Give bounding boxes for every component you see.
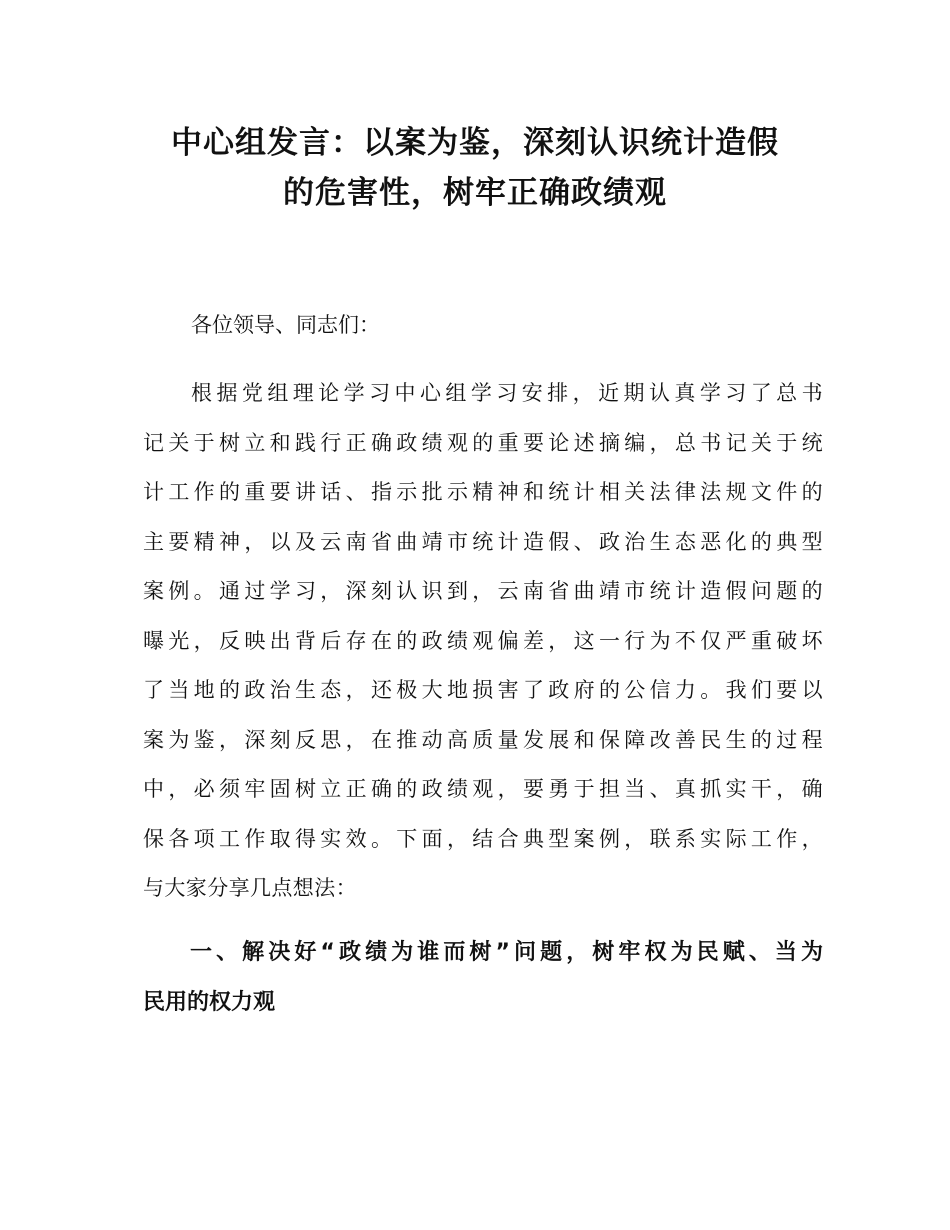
paragraph-line: 与大家分享几点想法： — [143, 876, 357, 900]
body-paragraph — [143, 369, 823, 914]
section-heading-line: 一、解决好“政绩为谁而树”问题，树牢权为民赋、当为 — [190, 940, 823, 965]
paragraph-line: 根据党组理论学习中心组学习安排，近期认真学习了总书 — [191, 381, 823, 405]
greeting: 各位领导、同志们： — [191, 313, 380, 337]
title-line: 的危害性，树牢正确政绩观 — [283, 175, 667, 211]
paragraph-line: 了当地的政治生态，还极大地损害了政府的公信力。我们要以 — [143, 678, 823, 702]
paragraph-line: 案为鉴，深刻反思，在推动高质量发展和保障改善民生的过程 — [143, 727, 823, 752]
paragraph-line: 曝光，反映出背后存在的政绩观偏差，这一行为不仅严重破坏 — [143, 628, 823, 653]
document-title — [120, 118, 830, 218]
paragraph-line: 保各项工作取得实效。下面，结合典型案例，联系实际工作， — [143, 826, 823, 851]
paragraph-line: 中，必须牢固树立正确的政绩观，要勇于担当、真抓实干，确 — [143, 777, 823, 801]
title-line: 中心组发言：以案为鉴，深刻认识统计造假 — [171, 125, 779, 161]
paragraph-line: 计工作的重要讲话、指示批示精神和统计相关法律法规文件的 — [143, 480, 823, 504]
paragraph-line: 主要精神，以及云南省曲靖市统计造假、政治生态恶化的典型 — [143, 529, 823, 554]
paragraph-line: 记关于树立和践行正确政绩观的重要论述摘编，总书记关于统 — [143, 430, 823, 455]
section-heading-line: 民用的权力观 — [143, 990, 276, 1015]
section-heading — [143, 928, 823, 1028]
paragraph-line: 案例。通过学习，深刻认识到，云南省曲靖市统计造假问题的 — [143, 579, 823, 603]
